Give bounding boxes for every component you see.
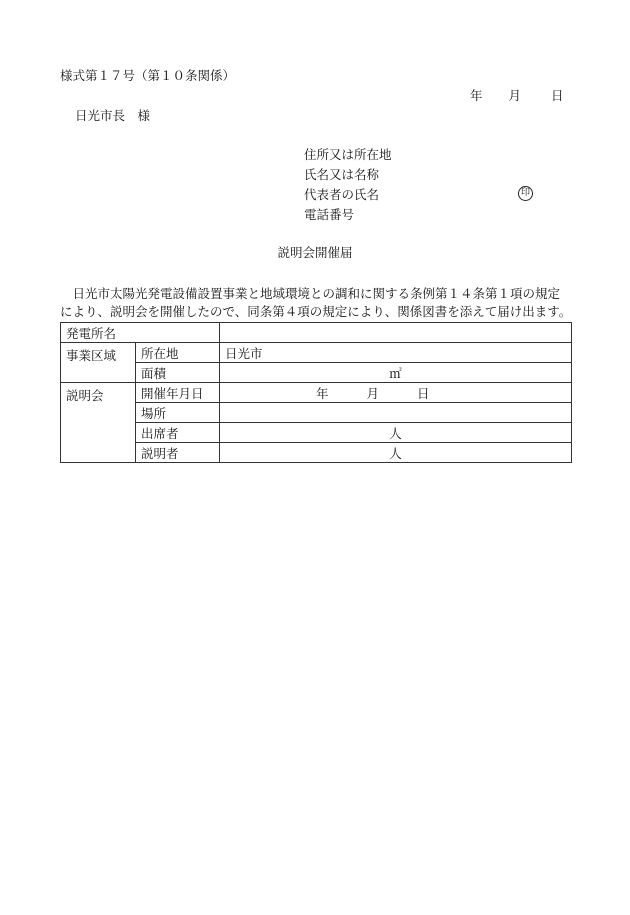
station-name-value[interactable] [220,323,572,343]
area-unit: ㎡ [389,365,402,381]
addressee: 日光市長 様 [75,108,151,123]
date-month: 月 [508,88,522,103]
body-line-2: により、説明会を開催したので、同条第４項の規定により、関係図書を添えて届け出ます。 [60,304,572,319]
submission-date [470,88,564,104]
table-row-area [61,363,572,383]
applicant-address-label: 住所又は所在地 [304,147,392,162]
held-month: 月 [366,385,380,401]
table-row-location [61,343,572,363]
body-text [60,285,580,321]
location-value[interactable]: 日光市 [220,343,572,363]
date-year: 年 [470,88,483,103]
form-number: 様式第１７号（第１０条関係） [60,68,236,83]
applicant-name-label: 氏名又は名称 [304,167,380,182]
station-name-label: 発電所名 [61,323,220,343]
table-row-held-date [61,383,572,403]
date-day: 日 [551,88,564,103]
attendees-label: 出席者 [136,423,220,443]
area-value[interactable] [220,363,572,383]
attendees-value[interactable] [220,423,572,443]
held-date-label: 開催年月日 [136,383,220,403]
applicant-phone-label: 電話番号 [304,207,355,222]
presenters-unit: 人 [389,445,402,461]
area-label: 面積 [136,363,220,383]
held-date-value[interactable] [220,383,572,403]
document-title: 説明会開催届 [277,245,353,260]
table-row-venue [61,403,572,423]
location-label: 所在地 [136,343,220,363]
presenters-label: 説明者 [136,443,220,463]
table-row-attendees [61,423,572,443]
presenters-value[interactable] [220,443,572,463]
briefing-label: 説明会 [61,383,136,463]
table-row-station [61,323,572,343]
venue-value[interactable] [220,403,572,423]
held-day: 日 [417,385,430,401]
table-row-presenters [61,443,572,463]
body-line-1: 日光市太陽光発電設備設置事業と地域環境との調和に関する条例第１４条第１項の規定 [60,286,561,301]
briefing-info-table [60,322,572,463]
venue-label: 場所 [136,403,220,423]
applicant-representative-label: 代表者の氏名 [304,187,380,202]
held-year: 年 [316,385,329,401]
business-area-label: 事業区域 [61,343,136,383]
attendees-unit: 人 [389,425,402,441]
seal-icon: 印 [518,186,533,201]
